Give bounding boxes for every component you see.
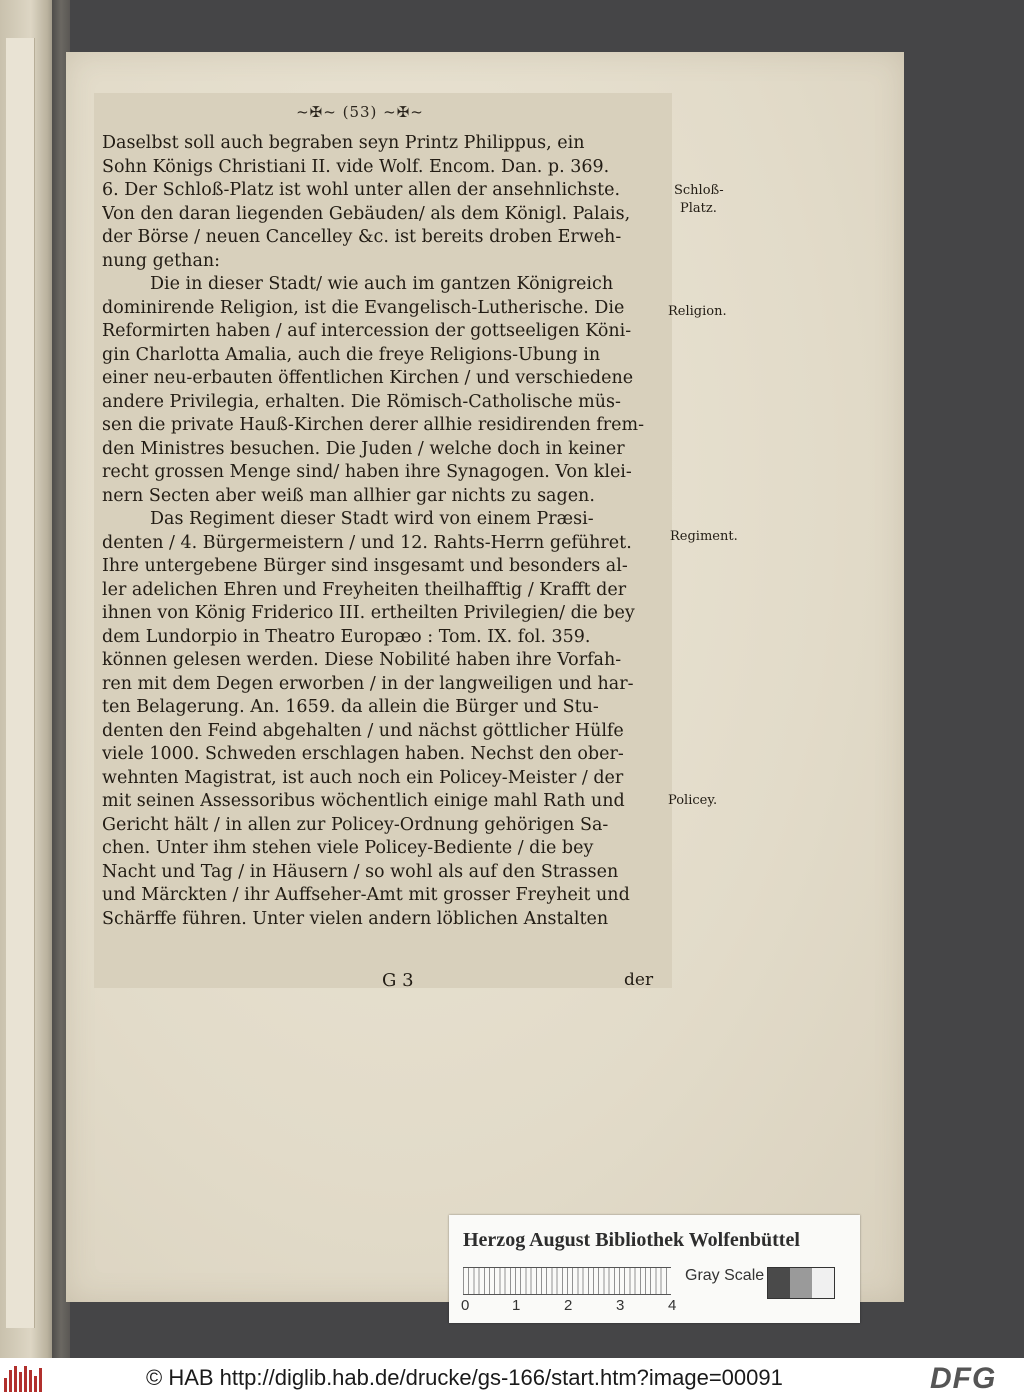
text-line: denten den Feind abgehalten / und nächst göttlicher Hülfe: [102, 720, 624, 741]
ruler-number: 1: [512, 1297, 521, 1314]
text-line: Reformirten haben / auf intercession der gottseeligen Köni-: [102, 321, 632, 341]
margin-note-schloss: Schloß-: [674, 183, 724, 198]
text-line: nung gethan:: [102, 250, 221, 271]
text-line: den Ministres besuchen. Die Juden / welche doch in keiner: [102, 438, 625, 459]
text-line: Nacht und Tag / in Häusern / so wohl als auf den Strassen: [102, 861, 619, 882]
page-number-header: [230, 103, 490, 121]
gray-swatch-mid: [790, 1268, 812, 1298]
gray-scale-label: Gray Scale: [685, 1267, 765, 1284]
text-line: und Märckten / ihr Auffseher-Amt mit grosser Freyheit und: [102, 885, 630, 905]
text-line: Das Regiment dieser Stadt wird von einem Præsi-: [150, 509, 594, 529]
text-line: ihnen von König Friderico III. ertheilten Privilegien/ die bey: [102, 603, 635, 623]
header-ornament-left-icon: ~✠~: [296, 103, 337, 121]
text-line: Ihre untergebene Bürger sind insgesamt und besonders al-: [102, 556, 628, 576]
text-line: recht grossen Menge sind/ haben ihre Synagogen. Von klei-: [102, 462, 632, 482]
catchword: der: [624, 970, 654, 990]
text-line: denten / 4. Bürgermeistern / und 12. Rahts-Herrn geführet.: [102, 532, 632, 553]
text-line: chen. Unter ihm stehen viele Policey-Bediente / die bey: [102, 838, 594, 858]
text-line: Daselbst soll auch begraben seyn Printz Philippus, ein: [102, 133, 585, 153]
text-line: wehnten Magistrat, ist auch noch ein Policey-Meister / der: [102, 767, 624, 788]
ruler-number: 2: [564, 1297, 573, 1314]
text-line: Die in dieser Stadt/ wie auch im gantzen Königreich: [150, 274, 614, 294]
text-line: können gelesen werden. Diese Nobilité haben ihre Vorfah-: [102, 650, 622, 670]
margin-note-policey: Policey.: [668, 793, 718, 808]
text-line: 6. Der Schloß-Platz ist wohl unter allen der ansehnlichste.: [102, 180, 621, 200]
text-line: Sohn Königs Christiani II. vide Wolf. Encom. Dan. p. 369.: [102, 156, 610, 177]
gray-swatch-dark: [768, 1268, 790, 1298]
text-line: dem Lundorpio in Theatro Europæo : Tom. IX. fol. 359.: [102, 626, 591, 647]
signature-mark: G 3: [382, 970, 414, 991]
facing-page-edge: [0, 0, 56, 1358]
dfg-logo: DFG: [930, 1362, 997, 1395]
ruler-number: 0: [461, 1297, 470, 1314]
facing-page-sheet: [6, 38, 35, 1328]
text-line: der Börse / neuen Cancelley &c. ist bereits droben Erweh-: [102, 227, 622, 247]
text-line: dominirende Religion, ist die Evangelisch-Lutherische. Die: [102, 297, 625, 318]
library-title: Herzog August Bibliothek Wolfenbüttel: [463, 1229, 800, 1251]
text-line: ren mit dem Degen erworben / in der langweiligen und har-: [102, 673, 634, 694]
library-label: [449, 1215, 860, 1323]
text-line: sen die private Hauß-Kirchen derer allhie residirenden frem-: [102, 415, 645, 435]
text-line: gin Charlotta Amalia, auch die freye Religions-Ubung in: [102, 344, 601, 365]
text-line: andere Privilegia, erhalten. Die Römisch-Catholische müs-: [102, 391, 621, 412]
copyright-link[interactable]: © HAB http://diglib.hab.de/drucke/gs-166/start.htm?image=00091: [146, 1365, 783, 1390]
ruler-number: 4: [668, 1297, 677, 1314]
margin-note-platz: Platz.: [680, 201, 717, 216]
text-line: ler adelichen Ehren und Freyheiten theilhafftig / Krafft der: [102, 579, 627, 600]
text-line: Gericht hält / in allen zur Policey-Ordnung gehörigen Sa-: [102, 814, 609, 835]
footer-bar: [0, 1358, 1024, 1397]
margin-note-religion: Religion.: [668, 304, 727, 319]
text-line: viele 1000. Schweden erschlagen haben. Nechst den ober-: [102, 744, 624, 764]
text-line: Schärffe führen. Unter vielen andern löblichen Anstalten: [102, 908, 609, 929]
page-number: (53): [342, 103, 378, 121]
text-line: einer neu-erbauten öffentlichen Kirchen / und verschiedene: [102, 368, 634, 388]
text-line: nern Secten aber weiß man allhier gar nichts zu sagen.: [102, 485, 595, 506]
ruler-numbers: [463, 1297, 693, 1315]
gray-scale-swatches: [767, 1267, 835, 1299]
ruler-ticks: [463, 1268, 671, 1294]
text-line: ten Belagerung. An. 1659. da allein die Bürger und Stu-: [102, 697, 599, 717]
text-line: mit seinen Assessoribus wöchentlich einige mahl Rath und: [102, 791, 625, 811]
header-ornament-right-icon: ~✠~: [383, 103, 424, 121]
ruler-number: 3: [616, 1297, 625, 1314]
gray-swatch-light: [812, 1268, 834, 1298]
margin-note-regiment: Regiment.: [670, 529, 738, 544]
hab-logo-icon: [4, 1364, 42, 1392]
text-line: Von den daran liegenden Gebäuden/ als dem Königl. Palais,: [102, 203, 631, 224]
scale-ruler: [463, 1267, 671, 1295]
